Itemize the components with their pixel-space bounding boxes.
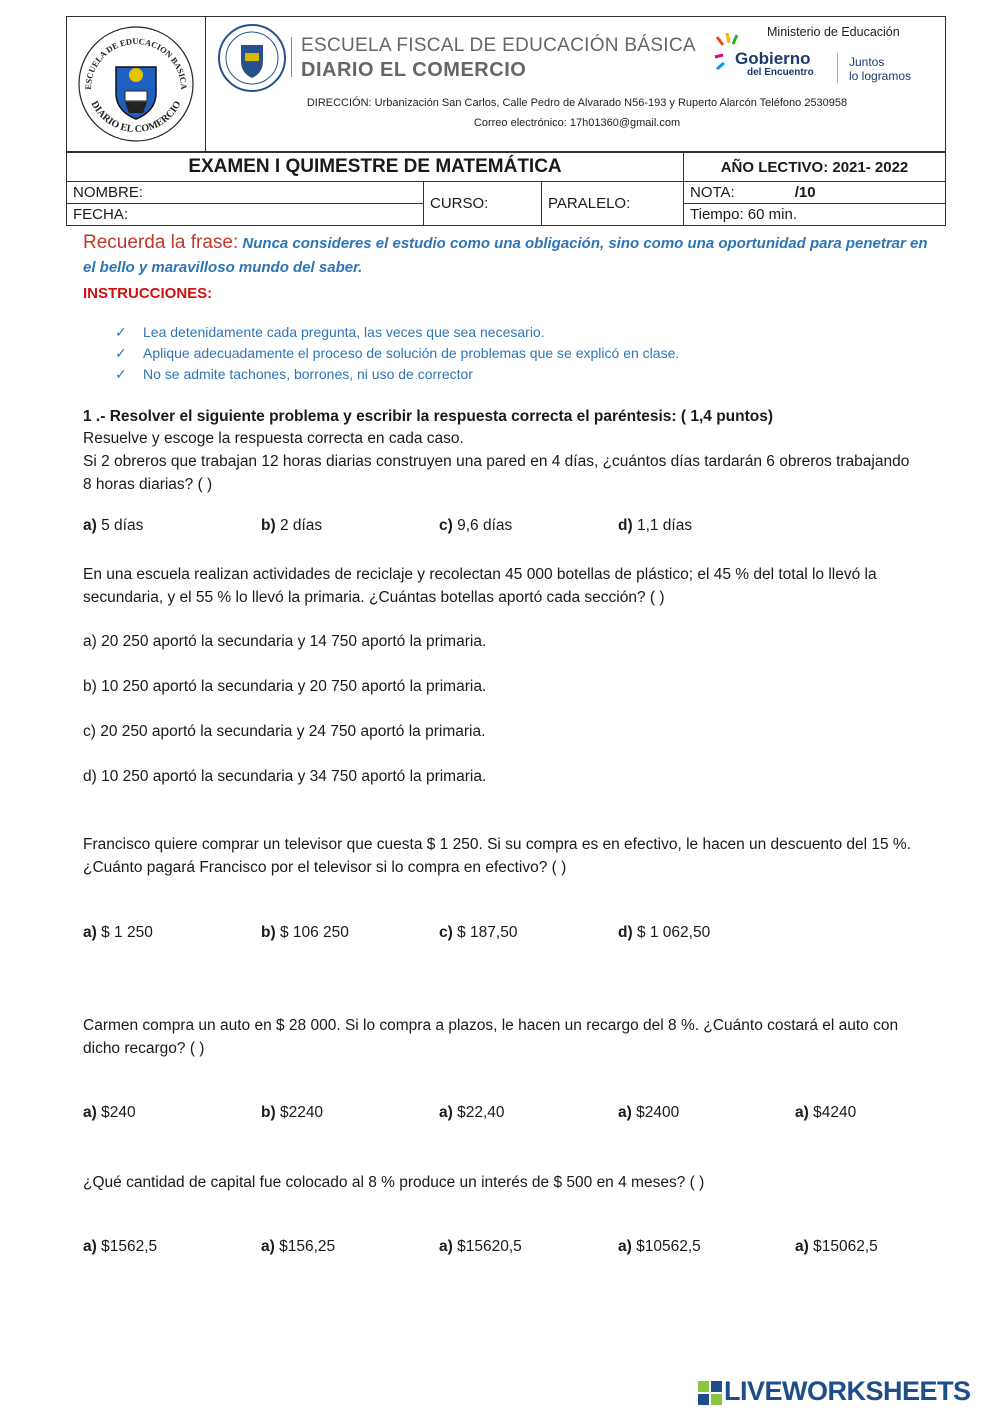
instruction-text: Lea detenidamente cada pregunta, las veces que sea necesario. [143,324,545,340]
email-text: Correo electrónico: 17h01360@gmail.com [473,117,681,129]
option-1[interactable]: a) $1562,5 [83,1238,158,1255]
address-text: DIRECCIÓN: Urbanización San Carlos, Calle Pedro de Alvarado N56-193 y Ruperto Alarcón Teléfono 2530958 [306,97,848,109]
motivational-quote [83,231,933,280]
problem-5-options [83,1238,943,1260]
emblem-text-top: ESCUELA DE EDUCACION BASICA [82,35,190,90]
nota-value: /10 [794,184,816,201]
option-2[interactable]: a) $156,25 [261,1238,336,1255]
gobierno-label: Gobierno [735,49,811,68]
tiempo-label: Tiempo: 60 min. [684,204,946,226]
check-icon: ✓ [115,366,127,382]
instructions-title: INSTRUCCIONES: [83,285,213,302]
fecha-field[interactable]: FECHA: [67,204,424,226]
quote-text: Nunca consideres el estudio como una obligación, sino como una oportunidad para penetrar en el bello y maravilloso mundo del saber. [83,235,928,276]
exam-info-table [66,152,946,226]
problem-5-text: ¿Qué cantidad de capital fue colocado al 8 % produce un interés de $ 500 en 4 meses? ( ) [83,1174,705,1191]
school-name-line1: ESCUELA FISCAL DE EDUCACIÓN BÁSICA [301,35,696,56]
option-3[interactable]: a) $22,40 [439,1104,505,1121]
option-c[interactable]: c) 9,6 días [439,517,513,534]
nota-field[interactable] [684,182,946,204]
school-emblem-icon [73,23,199,145]
ministry-label: Ministerio de Educación [767,25,900,39]
emblem-text-bottom: DIARIO EL COMERCIO [88,99,184,136]
quote-label: Recuerda la frase: [83,232,239,253]
problem-4-text: Carmen compra un auto en $ 28 000. Si lo compra a plazos, le hacen un recargo del 8 %. ¿Cuánto costará el auto con dicho recargo? ( ) [83,1017,899,1057]
option-5[interactable]: a) $15062,5 [795,1238,878,1255]
school-name-line2: DIARIO EL COMERCIO [301,59,527,81]
instructions-list [115,322,679,385]
list-item [115,322,679,343]
school-logo-icon [217,23,287,93]
option-3[interactable]: a) $15620,5 [439,1238,522,1255]
option-a[interactable]: a) 5 días [83,517,144,534]
option-a[interactable]: a) $ 1 250 [83,924,153,941]
list-item [115,343,679,364]
liveworksheets-mark-icon [698,1381,722,1405]
problem-1-options [83,517,943,539]
exam-title: EXAMEN I QUIMESTRE DE MATEMÁTICA [67,153,684,182]
option-1[interactable]: a) $240 [83,1104,136,1121]
juntos-label [849,55,911,83]
check-icon: ✓ [115,324,127,340]
school-header [66,16,946,152]
juntos-line1: Juntos [849,55,885,69]
option-b[interactable]: b) 10 250 aportó la secundaria y 20 750 aportó la primaria. [83,678,487,695]
option-d[interactable]: d) 1,1 días [618,517,693,534]
juntos-line2: lo logramos [849,69,912,83]
option-5[interactable]: a) $4240 [795,1104,857,1121]
option-c[interactable]: c) $ 187,50 [439,924,518,941]
nombre-field[interactable]: NOMBRE: [67,182,424,204]
problem-3-options [83,924,943,946]
problem-2-text: En una escuela realizan actividades de reciclaje y recolectan 45 000 botellas de plástico; el 45 % del total lo llevó la secundaria, y el 55 % lo llevó la primaria. ¿Cuántas botellas aportó cada sección? ( ) [83,566,877,606]
problem-4-options [83,1104,943,1126]
gobierno-sub-label: del Encuentro [747,67,814,78]
option-c[interactable]: c) 20 250 aportó la secundaria y 24 750 aportó la primaria. [83,723,486,740]
problem-3-text: Francisco quiere comprar un televisor que cuesta $ 1 250. Si su compra es en efectivo, le hacen un descuento del 15 %. ¿Cuánto pagará Francisco por el televisor si lo compra en efectivo? ( ) [83,836,912,876]
option-d[interactable]: d) $ 1 062,50 [618,924,711,941]
option-4[interactable]: a) $2400 [618,1104,680,1121]
option-2[interactable]: b) $2240 [261,1104,324,1121]
instruction-text: Aplique adecuadamente el proceso de solución de problemas que se explicó en clase. [143,345,680,361]
option-a[interactable]: a) 20 250 aportó la secundaria y 14 750 aportó la primaria. [83,633,487,650]
school-year: AÑO LECTIVO: 2021- 2022 [684,153,946,182]
question-1-title: 1 .- Resolver el siguiente problema y escribir la respuesta correcta el paréntesis: ( 1,4 puntos) [83,408,774,425]
curso-field[interactable]: CURSO: [424,182,542,226]
option-4[interactable]: a) $10562,5 [618,1238,701,1255]
question-1-intro: Resuelve y escoge la respuesta correcta en cada caso. [83,430,464,447]
nota-label: NOTA: [690,184,735,201]
instruction-text: No se admite tachones, borrones, ni uso de corrector [143,366,473,382]
problem-1-text: Si 2 obreros que trabajan 12 horas diarias construyen una pared en 4 días, ¿cuántos días tardarán 6 obreros trabajando 8 horas diarias? ( ) [83,453,910,493]
check-icon: ✓ [115,345,127,361]
list-item [115,364,679,385]
paralelo-field[interactable]: PARALELO: [542,182,684,226]
option-d[interactable]: d) 10 250 aportó la secundaria y 34 750 aportó la primaria. [83,768,487,785]
option-b[interactable]: b) $ 106 250 [261,924,349,941]
liveworksheets-logo[interactable]: LIVEWORKSHEETS [724,1376,971,1406]
option-b[interactable]: b) 2 días [261,517,323,534]
